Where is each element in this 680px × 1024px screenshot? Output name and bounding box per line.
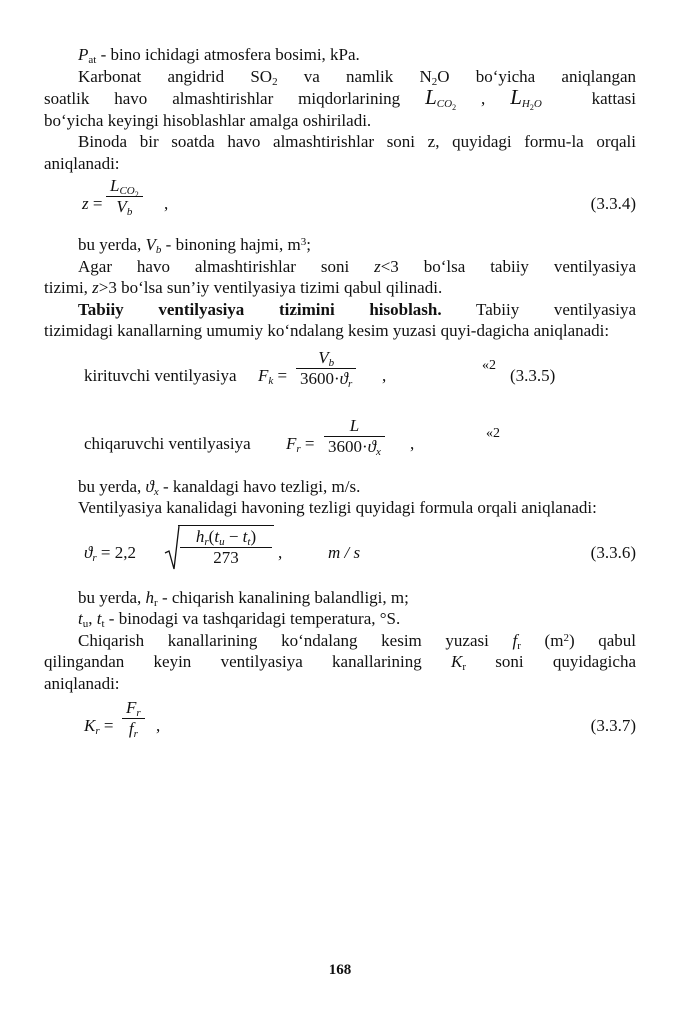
- z-intro: Binoda bir soatda havo almashtirishlar soni z, quyidagi formu-la orqali aniqlanadi:: [44, 132, 636, 173]
- vb-definition: bu yerda, $V_b$ - binoning hajmi, $m^3$;: [78, 235, 311, 256]
- vx-definition: bu yerda, $ϑ_x$ - kanaldagi havo tezligi, m/s.: [78, 476, 361, 498]
- page-number: 168: [328, 962, 352, 978]
- section-title: Tabiiy ventilyasiya tizimini hisoblash.: [78, 299, 442, 319]
- temp-definition: $t_u$, $t_t$ - binodagi va tashqaridagi temperatura, °S.: [78, 609, 401, 630]
- hr-definition: bu yerda, $h_r$ - chiqarish kanalining balandligi, m;: [78, 587, 409, 609]
- sqrt-sign: [164, 525, 180, 571]
- formula-outlet: chiqaruvchi ventilyasiya $F_r$ = $\frac{L}{3600\cdot ϑ_x}$ , «2: [84, 415, 500, 458]
- section-text: tizimidagi kanallarning umumiy ko‘ndalang kesim yuzasi quyi-dagicha aniqlanadi:: [44, 321, 610, 340]
- formula-3-3-6: $ϑ_r = 2,2$ $\frac{h_r(t_u - t_t)}{273}$ , m / s (3.3.6): [44, 519, 636, 587]
- speed-intro: Ventilyasiya kanalidagi havoning tezligi quyidagi formula orqali aniqlanadi:: [78, 498, 597, 517]
- formula-3-3-7: $K_r$ = $\frac{F_r}{f_r}$ , (3.3.7): [84, 698, 636, 740]
- kr-intro-2: qilingandan keyin ventilyasiya kanallarining $K_r$ soni quyidagicha: [44, 652, 636, 673]
- paragraph-carbonate-2: soatlik havo almashtirishlar miqdorlarining $L_{CO_2}$ , $L_{H_2O}$ kattasi: [44, 85, 637, 112]
- paragraph-carbonate-3: bo‘yicha keyingi hisoblashlar amalga oshiriladi.: [44, 110, 372, 130]
- z-condition-2: tizimi, z>3 bo‘lsa sun’iy ventilyasiya tizimi qabul qilinadi.: [44, 278, 443, 297]
- equation-number: (3.3.4): [590, 194, 636, 213]
- paragraph-carbonate: Karbonat angidrid $SO_2$ va namlik $N_2O$ bo‘yicha aniqlangan: [78, 66, 636, 88]
- z-condition: Agar havo almashtirishlar soni z<3 bo‘lsa tabiiy ventilyasiya: [78, 256, 636, 276]
- section-heading: Tabiiy ventilyasiya tizimini hisoblash. Tabiiy ventilyasiya: [78, 299, 636, 319]
- kr-intro: Chiqarish kanallarining ko‘ndalang kesim yuzasi $f_r$ $(m^2)$ qabul: [78, 630, 637, 652]
- formula-3-3-5: kirituvchi ventilyasiya $F_k$ = $\frac{V_b}{3600\cdot ϑ_r}$ , «2 (3.3.5): [84, 347, 556, 390]
- formula-3-3-4: z = $L_{CO_2}$ $V_b$ , (3.3.4): [82, 176, 636, 218]
- document-page: [44, 44, 637, 978]
- kr-intro-3: aniqlanadi:: [44, 673, 120, 693]
- pat-definition: $P_{at}$ - bino ichidagi atmosfera bosimi, kPa.: [78, 45, 360, 66]
